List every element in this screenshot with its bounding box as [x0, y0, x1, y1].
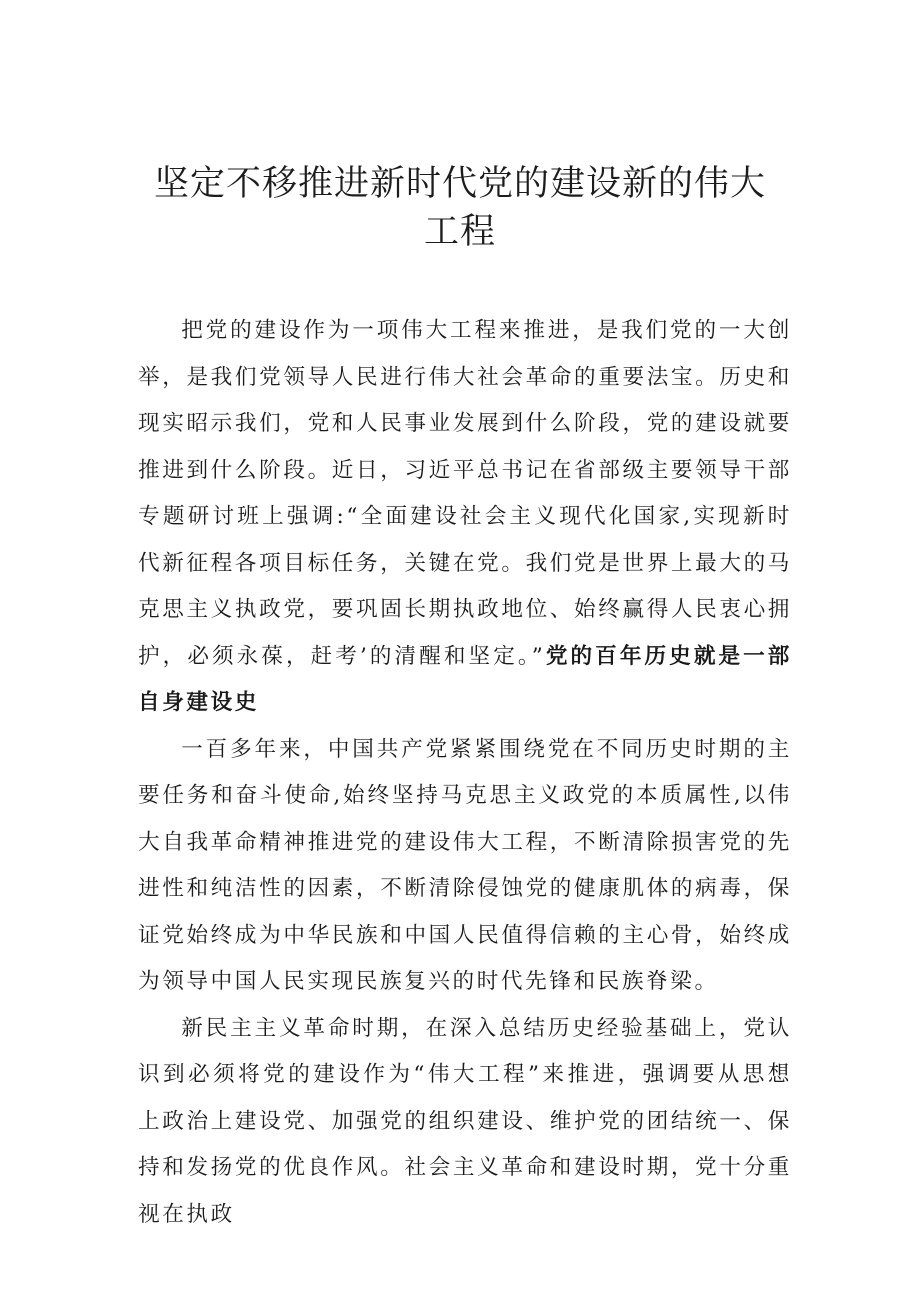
document-title: 坚定不移推进新时代党的建设新的伟大工程: [153, 164, 766, 252]
paragraph-1: [138, 308, 792, 727]
section-heading-inline: 党的百年历史就是一部自身建设史: [138, 643, 792, 715]
paragraph-3: 新民主主义革命时期，在深入总结历史经验基础上，党认识到必须将党的建设作为“伟大工程”来推进，强调要从思想上政治上建设党、加强党的组织建设、维护党的团结统一、保持和发扬党的优良作风。社会主义革命和建设时期，党十分重视在执政: [138, 1015, 792, 1227]
paragraph-2: 一百多年来，中国共产党紧紧围绕党在不同历史时期的主要任务和奋斗使命,始终坚持马克思主义政党的本质属性,以伟大自我革命精神推进党的建设伟大工程，不断清除损害党的先进性和纯洁性的因素，不断清除侵蚀党的健康肌体的病毒，保证党始终成为中华民族和中国人民值得信赖的主心骨，始终成为领导中国人民实现民族复兴的时代先锋和民族脊梁。: [138, 736, 792, 994]
paragraph-1-text: 把党的建设作为一项伟大工程来推进，是我们党的一大创举，是我们党领导人民进行伟大社会革命的重要法宝。历史和现实昭示我们，党和人民事业发展到什么阶段，党的建设就要推进到什么阶段。近日，习近平总书记在省部级主要领导干部专题研讨班上强调:“全面建设社会主义现代化国家,实现新时代新征程各项目标任务，关键在党。我们党是世界上最大的马克思主义执政党，要巩固长期执政地位、始终赢得人民衷心拥护，必须永葆，赶考’的清醒和坚定。”: [138, 318, 792, 669]
document-body: [138, 308, 792, 1238]
